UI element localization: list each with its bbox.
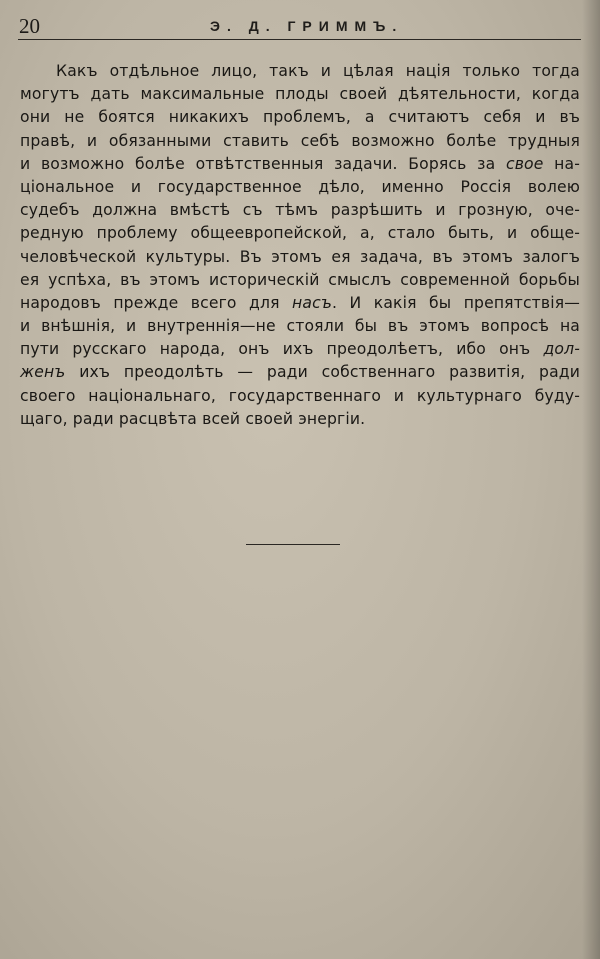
header-rule	[18, 39, 581, 40]
emphasis-word: женъ	[20, 363, 66, 382]
text-line: щаго, ради расцвѣта всей своей энергіи.	[20, 409, 366, 428]
text-line: правѣ, и обязанными ставить себѣ возможно болѣе трудныя	[20, 131, 580, 150]
text-line: пути русскаго народа, онъ ихъ преодолѣетъ, ибо онъ дол-	[20, 340, 580, 359]
text-line: редную проблему общеевропейской, а, стало быть, и обще-	[20, 224, 580, 243]
text-line: женъ ихъ преодолѣть — ради собственнаго развитія, ради	[20, 363, 580, 382]
text-line: ея успѣха, въ этомъ историческій смыслъ современной борьбы	[20, 270, 580, 289]
text-line: могутъ дать максимальные плоды своей дѣятельности, когда	[20, 85, 580, 104]
emphasis-word: дол-	[543, 340, 580, 359]
page-edge-shadow	[582, 0, 600, 959]
emphasis-word: свое	[505, 154, 544, 173]
text-line: человѣческой культуры. Въ этомъ ея задача, въ этомъ залогъ	[20, 247, 580, 266]
text-line: своего національнаго, государственнаго и культурнаго буду-	[20, 386, 580, 405]
text-line: Какъ отдѣльное лицо, такъ и цѣлая нація только тогда	[56, 62, 580, 80]
text-line: и внѣшнія, и внутреннія—не стояли бы въ этомъ вопросѣ на	[20, 317, 580, 336]
running-head: Э. Д. ГРИММЪ.	[210, 18, 404, 34]
text-line: ціональное и государственное дѣло, именно Россія волею	[20, 177, 580, 196]
text-line: народовъ прежде всего для насъ. И какія бы препятствія—	[20, 293, 580, 312]
text-line: и возможно болѣе отвѣтственныя задачи. Борясь за свое на-	[20, 154, 580, 173]
text-line: они не боятся никакихъ проблемъ, а считаютъ себя и въ	[20, 108, 580, 127]
body-paragraph	[20, 60, 580, 431]
text-line: судебъ должна вмѣстѣ съ тѣмъ разрѣшить и грозную, оче-	[20, 201, 580, 220]
page-number: 20	[19, 14, 40, 38]
section-end-rule	[246, 544, 340, 545]
emphasis-word: насъ	[292, 293, 332, 312]
